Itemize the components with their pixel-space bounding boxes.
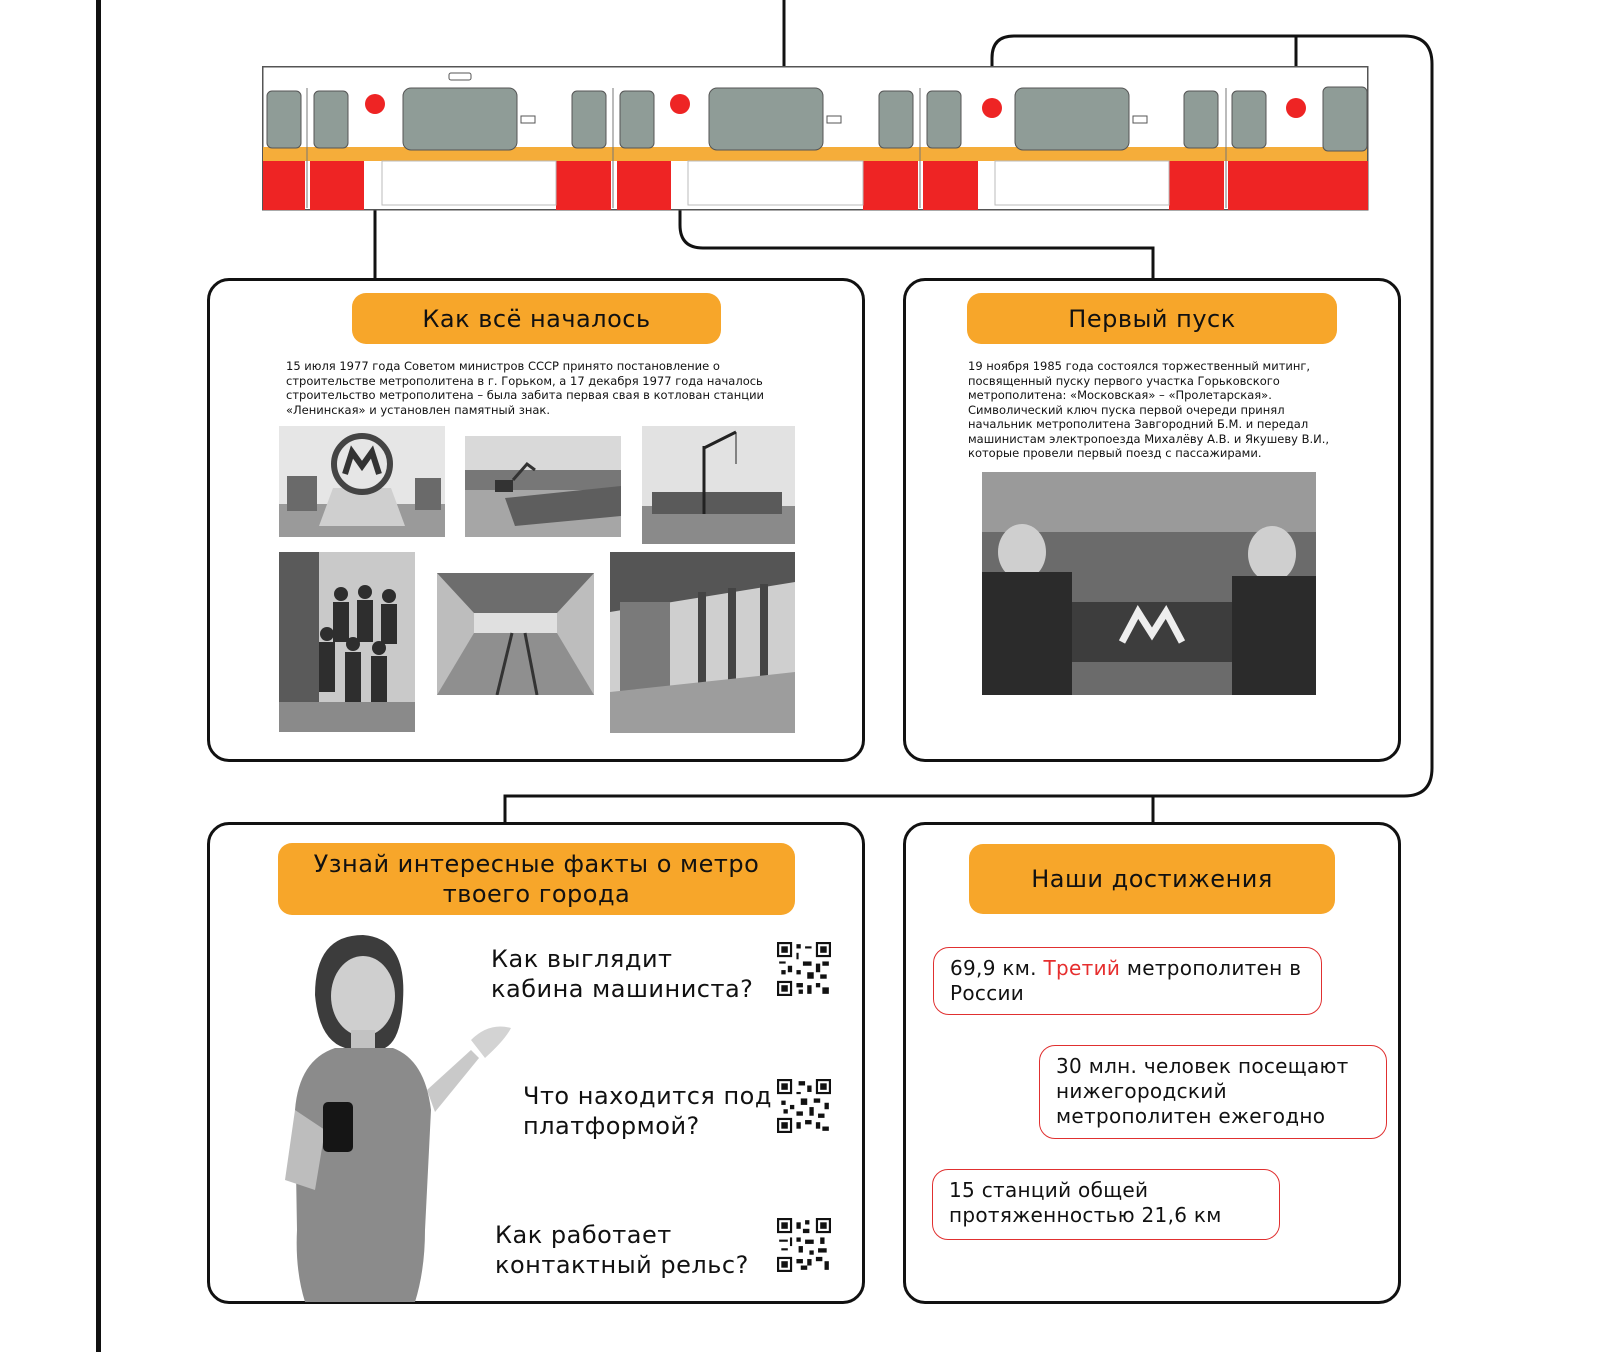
launch-text: 19 ноября 1985 года состоялся торжественный митинг, посвященный пуску первого участка Горьковского метрополитена: «Московская» – «Пролетарская». Символический ключ пуска первой очереди принял начальник метрополитена Завгородний Б.М. и передал машинистам электропоезда Михалёву А.В. и Якушеву В.И., которые провели первый поезд с пассажирами.: [968, 359, 1330, 460]
workers-group-photo: [279, 552, 415, 732]
qr-code-under-platform[interactable]: [777, 1079, 831, 1133]
achievement-length: [933, 947, 1322, 1015]
achievement-length-value: 69,9 км.: [950, 956, 1037, 980]
question-contact-rail: Как работает контактный рельс?: [495, 1221, 749, 1279]
station-construction-photo: [610, 552, 795, 733]
achievement-stations: 15 станций общей протяженностью 21,6 км: [932, 1169, 1280, 1240]
crane-construction-photo: [642, 426, 795, 544]
history-text: 15 июля 1977 года Советом министров СССР принято постановление о строительстве метрополитена в г. Горьком, а 17 декабря 1977 года началось строительство метрополитена – была забита первая свая в котлован станции «Ленинская» и установлен памятный знак.: [286, 359, 765, 417]
launch-title: Первый пуск: [967, 293, 1337, 344]
achievement-length-highlight: Третий: [1043, 956, 1121, 980]
first-launch-photo: [982, 472, 1316, 695]
qr-code-driver-cab[interactable]: [777, 942, 831, 996]
metro-train-illustration: [262, 66, 1370, 212]
metro-monument-photo: [279, 426, 445, 537]
achievements-title: Наши достижения: [969, 844, 1335, 914]
excavation-photo: [465, 436, 621, 537]
achievement-length-text: метрополитен в России: [950, 956, 1302, 1005]
qr-code-contact-rail[interactable]: [777, 1218, 831, 1272]
history-title: Как всё началось: [352, 293, 721, 344]
presenter-illustration: [275, 930, 525, 1302]
achievement-passengers: 30 млн. человек посещают нижегородский метрополитен ежегодно: [1039, 1045, 1387, 1139]
question-under-platform: Что находится под платформой?: [523, 1082, 772, 1140]
facts-title: Узнай интересные факты о метро твоего города: [278, 843, 795, 915]
depot-hall-photo: [437, 573, 594, 695]
question-driver-cab: Как выглядит кабина машиниста?: [491, 945, 754, 1003]
